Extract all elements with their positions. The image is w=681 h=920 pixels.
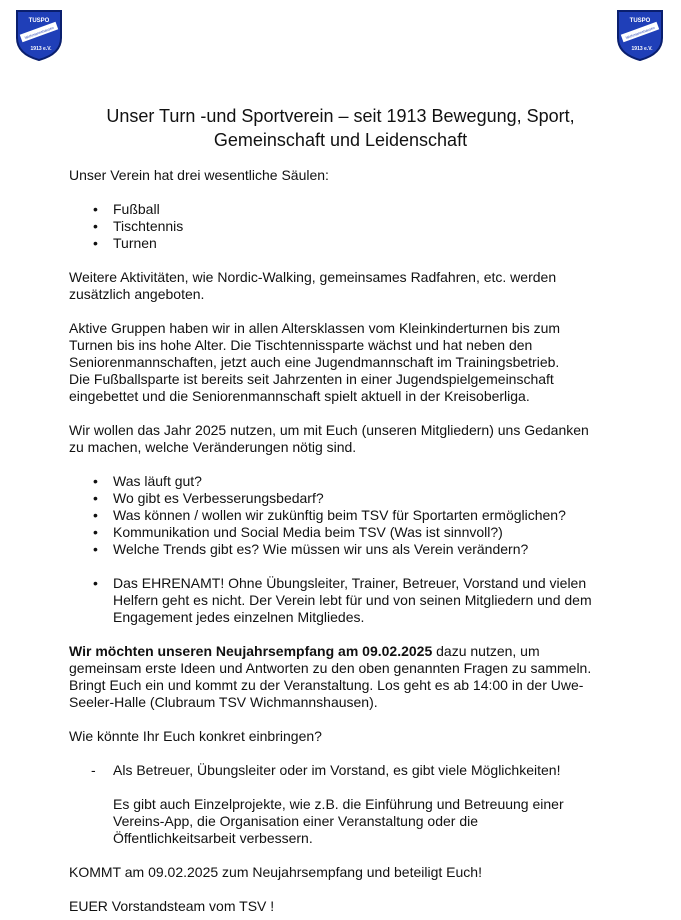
list-item bbox=[93, 575, 629, 626]
groups-paragraph bbox=[69, 320, 629, 405]
how-question: Wie könnte Ihr Euch konkret einbringen? bbox=[69, 728, 322, 744]
activities-paragraph bbox=[69, 269, 629, 303]
text-line: dazu nutzen, um bbox=[432, 643, 540, 659]
list-item: • Welche Trends gibt es? Wie müssen wir uns als Verein verändern? bbox=[93, 541, 629, 558]
text-line: Turnen bis ins hohe Alter. Die Tischtennissparte wächst und hat neben den bbox=[69, 337, 533, 353]
pillars-list bbox=[69, 201, 629, 252]
questions-list bbox=[69, 473, 629, 558]
list-item: • Was können / wollen wir zukünftig beim TSV für Sportarten ermöglichen? bbox=[93, 507, 629, 524]
signature: EUER Vorstandsteam vom TSV ! bbox=[69, 898, 275, 914]
logo-bottom-text: 1913 e.V. bbox=[631, 46, 653, 52]
call-to-action: KOMMT am 09.02.2025 zum Neujahrsempfang und beteiligt Euch! bbox=[69, 864, 482, 880]
list-item: • Was läuft gut? bbox=[93, 473, 629, 490]
reception-highlight: Wir möchten unseren Neujahrsempfang am 09.02.2025 bbox=[69, 643, 433, 659]
logo-band-text: Wichmannshausen bbox=[625, 25, 656, 41]
title-line-1: Unser Turn -und Sportverein – seit 1913 Bewegung, Sport, bbox=[106, 106, 575, 126]
text-line: gemeinsam erste Ideen und Antworten zu den oben genannten Fragen zu sammeln. bbox=[69, 660, 592, 676]
page-title bbox=[40, 104, 641, 152]
list-item: • Kommunikation und Social Media beim TSV (Was ist sinnvoll?) bbox=[93, 524, 629, 541]
text-line: Wir wollen das Jahr 2025 nutzen, um mit Euch (unseren Mitgliedern) uns Gedanken bbox=[69, 422, 589, 438]
logo-band-text: Wichmannshausen bbox=[24, 25, 55, 41]
text-line: Öffentlichkeitsarbeit verbessern. bbox=[113, 830, 313, 846]
text-line: zu machen, welche Veränderungen nötig sind. bbox=[69, 439, 357, 455]
club-logo-right bbox=[615, 8, 665, 62]
club-logo-left bbox=[14, 8, 64, 62]
text-line: Engagement jedes einzelnen Mitgliedes. bbox=[113, 609, 365, 625]
list-item: • Wo gibt es Verbesserungsbedarf? bbox=[93, 490, 629, 507]
text-line: Bringt Euch ein und kommt zu der Veranstaltung. Los geht es ab 14:00 in der Uwe- bbox=[69, 677, 584, 693]
projects-paragraph bbox=[69, 796, 629, 847]
list-item: • Turnen bbox=[93, 235, 629, 252]
text-line: Seniorenmannschaften, jetzt auch eine Jugendmannschaft im Trainingsbetrieb. bbox=[69, 354, 560, 370]
logo-top-text: TUSPO bbox=[629, 18, 651, 24]
text-line: Aktive Gruppen haben wir in allen Altersklassen vom Kleinkinderturnen bis zum bbox=[69, 320, 561, 336]
ehrenamt-list bbox=[69, 575, 629, 626]
text-line: Seeler-Halle (Clubraum TSV Wichmannshausen). bbox=[69, 694, 378, 710]
text-line: Vereins-App, die Organisation einer Veranstaltung oder die bbox=[113, 813, 479, 829]
dash-list-item bbox=[69, 762, 629, 779]
logo-bottom-text: 1913 e.V. bbox=[30, 46, 52, 52]
reception-paragraph bbox=[69, 643, 629, 711]
text-line: Es gibt auch Einzelprojekte, wie z.B. die Einführung und Betreuung einer bbox=[113, 796, 564, 812]
title-line-2: Gemeinschaft und Leidenschaft bbox=[213, 130, 468, 150]
text-line: zusätzlich angeboten. bbox=[69, 286, 205, 302]
plan-paragraph bbox=[69, 422, 629, 456]
list-item: • Tischtennis bbox=[93, 218, 629, 235]
text-line: eingebettet und die Seniorenmannschaft spielt aktuell in der Kreisoberliga. bbox=[69, 388, 530, 404]
text-line: Weitere Aktivitäten, wie Nordic-Walking, gemeinsames Radfahren, etc. werden bbox=[69, 269, 557, 285]
text-line: Die Fußballsparte ist bereits seit Jahrzenten in einer Jugendspielgemeinschaft bbox=[69, 371, 554, 387]
dash-marker: - bbox=[91, 762, 96, 778]
logo-top-text: TUSPO bbox=[28, 18, 50, 24]
text-line: Das EHRENAMT! Ohne Übungsleiter, Trainer, Betreuer, Vorstand und vielen bbox=[113, 575, 587, 591]
letter-body bbox=[69, 167, 629, 915]
dash-item-text: Als Betreuer, Übungsleiter oder im Vorstand, es gibt viele Möglichkeiten! bbox=[113, 762, 561, 778]
intro-text: Unser Verein hat drei wesentliche Säulen: bbox=[69, 167, 329, 183]
text-line: Helfern geht es nicht. Der Verein lebt für und von seinen Mitgliedern und dem bbox=[113, 592, 592, 608]
list-item: • Fußball bbox=[93, 201, 629, 218]
